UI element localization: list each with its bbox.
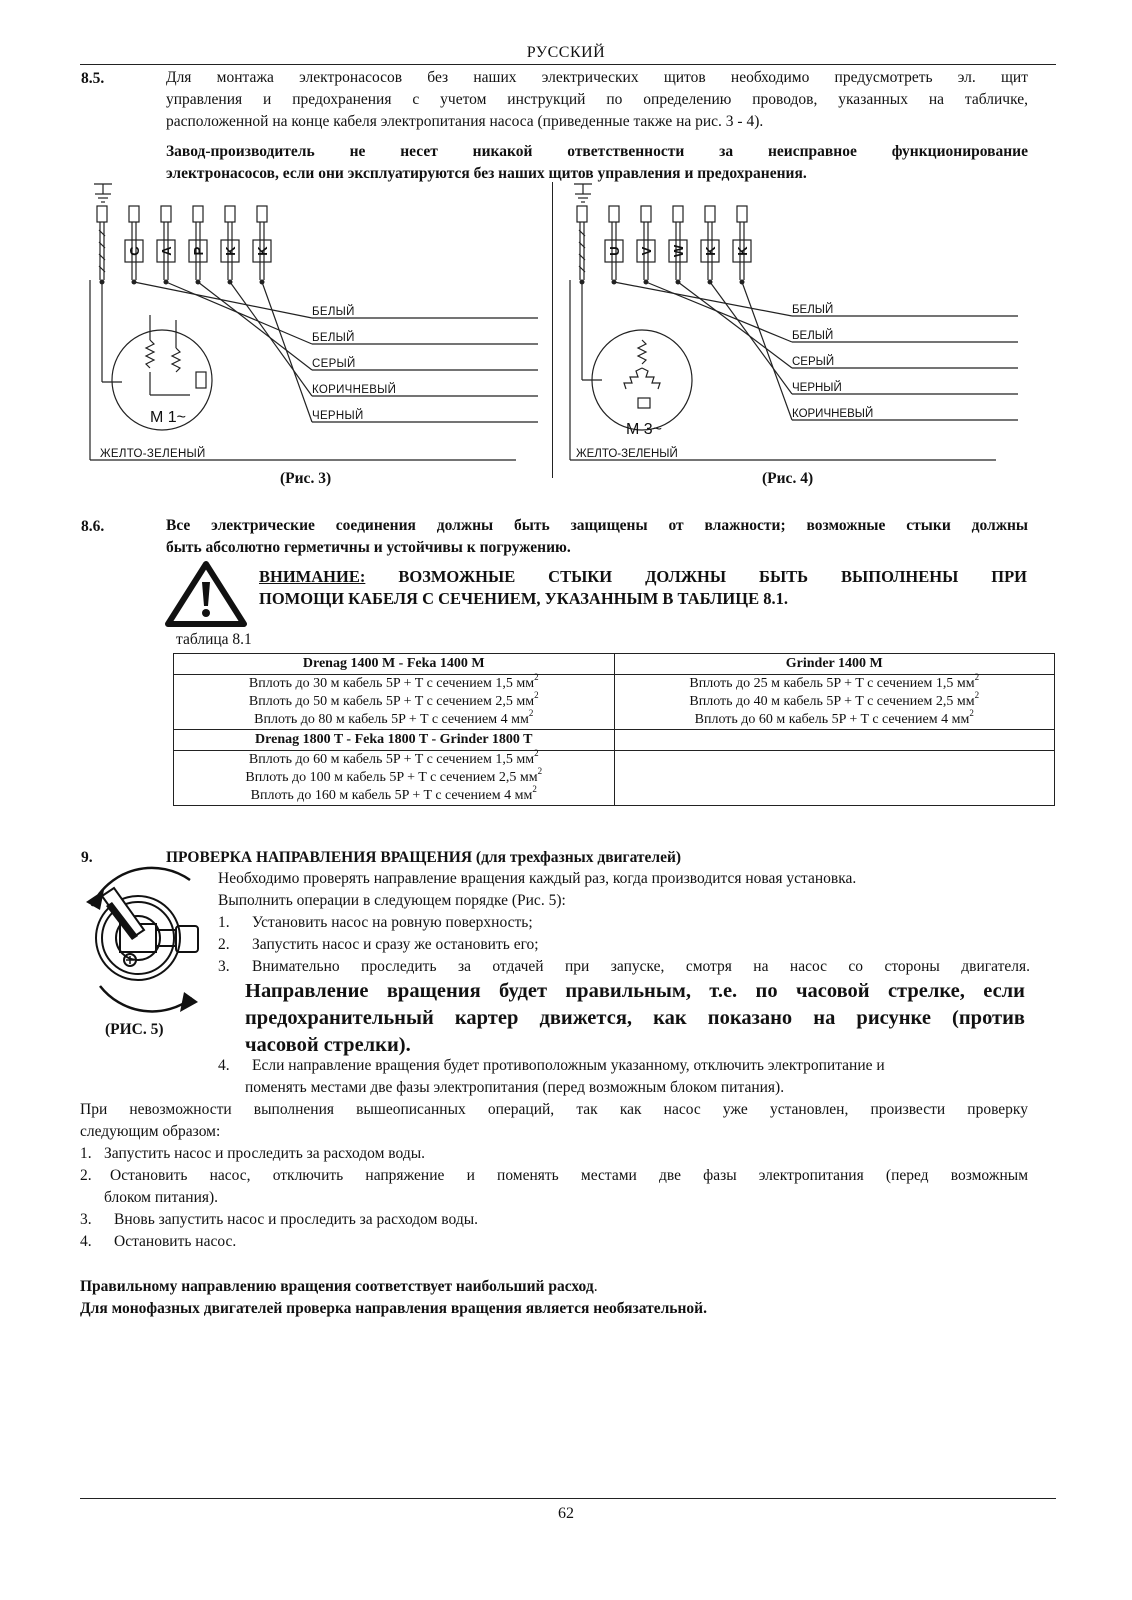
list-item: 2. Запустить насос и сразу же остановить его; [218, 936, 539, 953]
warning-icon [164, 560, 248, 628]
list-item: 4. Если направление вращения будет противоположным указанному, отключить электропитание и [218, 1057, 885, 1074]
fig4-wire-4: ЧЕРНЫЙ [792, 382, 842, 394]
fig4-terminal-4: K [703, 246, 718, 256]
table-cell: Вплоть до 60 м кабель 5P + T с сечением 1,5 $мм^2$ Вплоть до 100 м кабель 5P + T с сечением 2,5 $мм^2$ Вплоть до 160 м кабель 5P + T с сечением 4 $мм^2$ [174, 751, 615, 806]
table-8-1 [173, 653, 1055, 806]
warning-text [259, 566, 1027, 610]
list-item: 4. Остановить насос. [80, 1233, 237, 1250]
table-col1-header-2: Drenag 1800 T - Feka 1800 T - Grinder 1800 T [174, 730, 615, 751]
fig4-ground-label: ЖЕЛТО-ЗЕЛЕНЫЙ [576, 448, 678, 460]
s85-line-1: Для монтажа электронасосов без наших электрических щитов необходимо предусмотреть эл. щит [166, 69, 1028, 86]
s85-line-3: расположенной на конце кабеля электропитания насоса (приведенные также на рис. 3 - 4). [166, 113, 764, 130]
figure-5-caption: (РИС. 5) [105, 1021, 164, 1038]
section-9-title: ПРОВЕРКА НАПРАВЛЕНИЯ ВРАЩЕНИЯ (для трехфазных двигателей) [166, 849, 682, 866]
figure-4-wiring-diagram [560, 180, 1030, 470]
section-9-intro [218, 868, 1030, 912]
fig4-terminal-3: W [671, 244, 686, 258]
header-rule [80, 64, 1056, 65]
list-item: блоком питания). [104, 1189, 219, 1206]
table-col1-header: Drenag 1400 M - Feka 1400 M [174, 654, 615, 675]
fig3-motor-label: M 1~ [150, 409, 187, 426]
section-8-5-disclaimer [166, 141, 1028, 185]
warning-line-2: ПОМОЩИ КАБЕЛЯ С СЕЧЕНИЕМ, УКАЗАННЫМ В ТАБЛИЦЕ 8.1. [259, 589, 788, 608]
figure-4-caption: (Рис. 4) [762, 470, 814, 487]
fig4-terminal-1: U [607, 246, 622, 256]
fig3-terminal-5: K [255, 246, 270, 256]
s85-bold-line-1: Завод-производитель не несет никакой ответственности за неисправное функционирование [166, 143, 1028, 160]
section-number-8-6: 8.6. [81, 518, 105, 535]
fig3-wire-1: БЕЛЫЙ [312, 306, 355, 318]
warning-head: ВНИМАНИЕ: [259, 567, 366, 586]
final-notes [80, 1276, 1028, 1320]
section-8-5-text [166, 67, 1028, 133]
big-line-1: Направление вращения будет правильным, т.е. по часовой стрелке, если [245, 980, 1025, 1002]
s86-bold-line-1: Все электрические соединения должны быть защищены от влажности; возможные стыки должны [166, 517, 1028, 534]
alt-intro-1: При невозможности выполнения вышеописанных операций, так как насос уже установлен, произвести проверку [80, 1101, 1028, 1118]
list-item: 1. Установить насос на ровную поверхность; [218, 914, 533, 931]
rotation-emphasis [245, 978, 1025, 1059]
page-number: 62 [558, 1505, 574, 1522]
s86-bold-line-2: быть абсолютно герметичны и устойчивы к погружению. [166, 539, 571, 556]
section-number-9: 9. [81, 849, 93, 866]
section-9-step-4 [218, 1055, 1030, 1099]
table-cell: Вплоть до 25 м кабель 5P + T с сечением 1,5 $мм^2$ Вплоть до 40 м кабель 5P + T с сечением 2,5 $мм^2$ Вплоть до 60 м кабель 5P + T с сечением 4 $мм^2$ [614, 675, 1055, 730]
alt-procedure [80, 1099, 1028, 1253]
warning-rest: ВОЗМОЖНЫЕ СТЫКИ ДОЛЖНЫ БЫТЬ ВЫПОЛНЕНЫ ПРИ [398, 567, 1027, 586]
alt-intro-2: следующим образом: [80, 1123, 221, 1140]
fig3-terminal-3: P [191, 246, 206, 256]
fig4-wire-2: БЕЛЫЙ [792, 330, 834, 342]
final-note-2: Для монофазных двигателей проверка направления вращения является необязательной. [80, 1300, 707, 1317]
section-9-steps [218, 912, 1030, 978]
big-line-2: предохранительный картер движется, как показано на рисунке (против [245, 1007, 1025, 1029]
s9-intro-1: Необходимо проверять направление вращения каждый раз, когда производится новая установка. [218, 870, 857, 887]
final-note-1: Правильному направлению вращения соответствует наибольший расход. [80, 1278, 598, 1295]
list-item: 2. Остановить насос, отключить напряжение и поменять местами две фазы электропитания (перед возможным [80, 1167, 1028, 1184]
table-8-1-label: таблица 8.1 [176, 631, 252, 648]
s9-intro-2: Выполнить операции в следующем порядке (Рис. 5): [218, 892, 566, 909]
s85-line-2: управления и предохранения с учетом инструкций по определению проводов, указанных на табличке, [166, 91, 1028, 108]
footer-rule [80, 1498, 1056, 1499]
table-col2-header: Grinder 1400 M [614, 654, 1055, 675]
fig4-terminal-5: K [735, 246, 750, 256]
figure-3-caption: (Рис. 3) [280, 470, 332, 487]
list-item: 1. Запустить насос и проследить за расходом воды. [80, 1145, 425, 1162]
list-item: 3. Вновь запустить насос и проследить за расходом воды. [80, 1211, 479, 1228]
figure-separator [552, 182, 553, 478]
fig3-terminal-1: C [127, 246, 142, 256]
fig3-terminal-4: K [223, 246, 238, 256]
table-empty-cell [614, 730, 1055, 751]
fig3-terminal-2: A [159, 246, 174, 256]
section-8-6-text [166, 515, 1028, 559]
fig3-wire-5: ЧЕРНЫЙ [312, 410, 364, 422]
figure-5-pump-rotation [80, 866, 220, 1016]
big-line-3: часовой стрелки). [245, 1034, 411, 1056]
figure-3-wiring-diagram [80, 180, 550, 470]
page-header-language: РУССКИЙ [526, 44, 606, 61]
table-empty-cell [614, 751, 1055, 806]
fig3-wire-4: КОРИЧНЕВЫЙ [312, 384, 397, 396]
s85-bold-line-2: электронасосов, если они эксплуатируются без наших щитов управления и предохранения. [166, 165, 807, 182]
section-number-8-5: 8.5. [81, 70, 105, 87]
fig3-wire-3: СЕРЫЙ [312, 358, 356, 370]
fig3-wire-2: БЕЛЫЙ [312, 332, 355, 344]
fig4-motor-label: M 3~ [626, 421, 663, 438]
fig4-wire-1: БЕЛЫЙ [792, 304, 834, 316]
step-4-line-2: поменять местами две фазы электропитания (перед возможным блоком питания). [245, 1079, 785, 1096]
fig4-wire-5: КОРИЧНЕВЫЙ [792, 408, 874, 420]
table-cell: Вплоть до 30 м кабель 5P + T с сечением 1,5 $мм^2$ Вплоть до 50 м кабель 5P + T с сечением 2,5 $мм^2$ Вплоть до 80 м кабель 5P + T с сечением 4 $мм^2$ [174, 675, 615, 730]
list-item: 3. Внимательно проследить за отдачей при запуске, смотря на насос со стороны двигателя. [218, 958, 1030, 975]
fig4-terminal-2: V [639, 246, 654, 256]
fig3-ground-label: ЖЕЛТО-ЗЕЛЕНЫЙ [100, 448, 206, 460]
fig4-wire-3: СЕРЫЙ [792, 356, 835, 368]
